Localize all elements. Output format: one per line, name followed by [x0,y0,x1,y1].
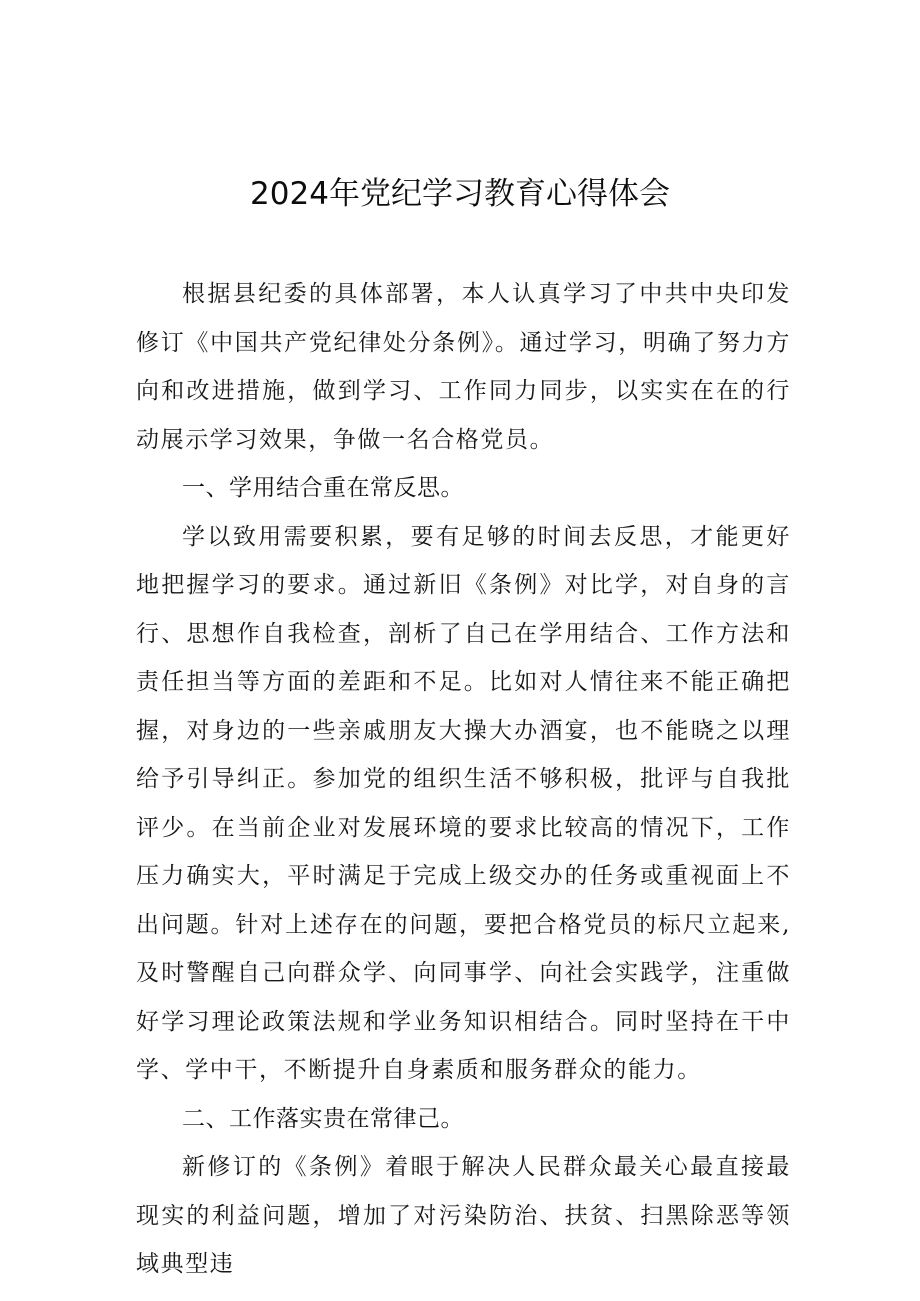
section-heading-1: 一、学用结合重在常反思。 [182,475,464,501]
section-2-paragraph: 新修订的《条例》着眼于解决人民群众最关心最直接最现实的利益问题，增加了对污染防治、扶贫、扫黑除恶等领域典型违 [136,1154,791,1277]
section-heading-2: 二、工作落实贵在常律己。 [182,1105,464,1132]
document-body [136,270,791,1289]
intro-paragraph: 根据县纪委的具体部署，本人认真学习了中共中央印发修订《中国共产党纪律处分条例》。通过学习，明确了努力方向和改进措施，做到学习、工作同力同步，以实实在在的行动展示学习效果，争做一名合格党员。 [136,281,791,453]
section-1-paragraph: 学以致用需要积累，要有足够的时间去反思，才能更好地把握学习的要求。通过新旧《条例》对比学，对自身的言行、思想作自我检查，剖析了自己在学用结合、工作方法和责任担当等方面的差距和不足。比如对人情往来不能正确把握，对身边的一些亲戚朋友大操大办酒宴，也不能晓之以理给予引导纠正。参加党的组织生活不够积极，批评与自我批评少。在当前企业对发展环境的要求比较高的情况下，工作压力确实大，平时满足于完成上级交办的任务或重视面上不出问题。针对上述存在的问题，要把合格党员的标尺立起来,及时警醒自己向群众学、向同事学、向社会实践学，注重做好学习理论政策法规和学业务知识相结合。同时坚持在干中学、学中干，不断提升自身素质和服务群众的能力。 [136,523,791,1083]
document-title: 2024年党纪学习教育心得体会 [250,176,670,212]
